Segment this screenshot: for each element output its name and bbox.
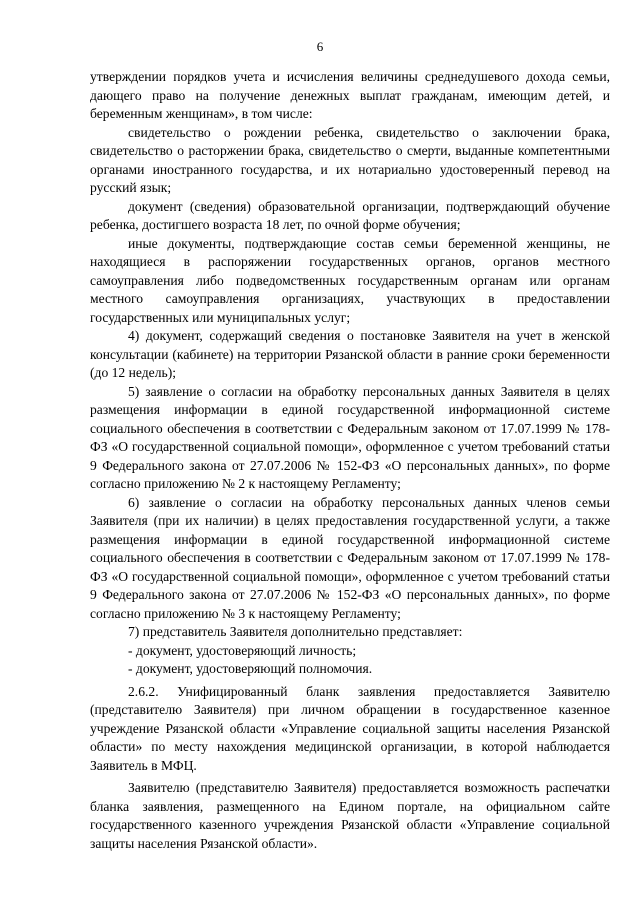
paragraph-print-form: Заявителю (представителю Заявителя) предоставляется возможность распечатки бланка заявления, размещенного на Едином портале, на официальном сайте государственного казенного учреждения Рязанской области «Управление социальной защиты населения Рязанской области». — [90, 780, 610, 851]
document-body — [90, 68, 610, 853]
paragraph-foreign-certificates: свидетельство о рождении ребенка, свидетельство о заключении брака, свидетельство о расторжении брака, свидетельство о смерти, выданные компетентными органами иностранного государства, и их нотариально удостоверенный перевод на русский язык; — [90, 124, 610, 195]
page-number: 6 — [316, 39, 324, 54]
paragraph-continuation: утверждении порядков учета и исчисления величины среднедушевого дохода семьи, дающего право на получение денежных выплат гражданам, имеющим детей, и беременным женщинам», в том числе: — [90, 69, 610, 121]
paragraph-other-documents: иные документы, подтверждающие состав семьи беременной женщины, не находящиеся в распоряжении государственных органов, органов местного самоуправления либо подведомственных государственным органам или органам местного самоуправления организациях, участвующих в предоставлении государственных или муниципальных услуг; — [90, 235, 610, 325]
paragraph-item-7: 7) представитель Заявителя дополнительно представляет: — [128, 624, 463, 639]
paragraph-item-6: 6) заявление о согласии на обработку персональных данных членов семьи Заявителя (при их наличии) в целях предоставления государственной услуги, а также размещения информации в единой государственной информационной системе социального обеспечения в соответствии с Федеральным законом от 17.07.1999 № 178-ФЗ «О государственной социальной помощи», оформленное с учетом требований статьи 9 Федерального закона от 27.07.2006 № 152-ФЗ «О персональных данных», по форме согласно приложению № 3 к настоящему Регламенту; — [90, 494, 610, 621]
list-item-authority-document: - документ, удостоверяющий полномочия. — [128, 661, 373, 676]
list-item-identity-document: - документ, удостоверяющий личность; — [128, 642, 357, 658]
paragraph-section-2-6-2: 2.6.2. Унифицированный бланк заявления предоставляется Заявителю (представителю Заявителя) при личном обращении в государственное казенное учреждение Рязанской области «Управление социальной защиты населения Рязанской области» по месту нахождения медицинской организации, в которой наблюдается Заявитель в МФЦ. — [90, 683, 610, 773]
paragraph-item-4: 4) документ, содержащий сведения о постановке Заявителя на учет в женской консультации (кабинете) на территории Рязанской области в ранние сроки беременности (до 12 недель); — [90, 328, 610, 380]
paragraph-education-document: документ (сведения) образовательной организации, подтверждающий обучение ребенка, достигшего возраста 18 лет, по очной форме обучения; — [90, 198, 610, 232]
paragraph-item-5: 5) заявление о согласии на обработку персональных данных Заявителя в целях размещения информации в единой государственной информационной системе социального обеспечения в соответствии с Федеральным законом от 17.07.1999 № 178-ФЗ «О государственной социальной помощи», оформленное с учетом требований статьи 9 Федерального закона от 27.07.2006 № 152-ФЗ «О персональных данных», по форме согласно приложению № 2 к настоящему Регламенту; — [90, 383, 610, 491]
